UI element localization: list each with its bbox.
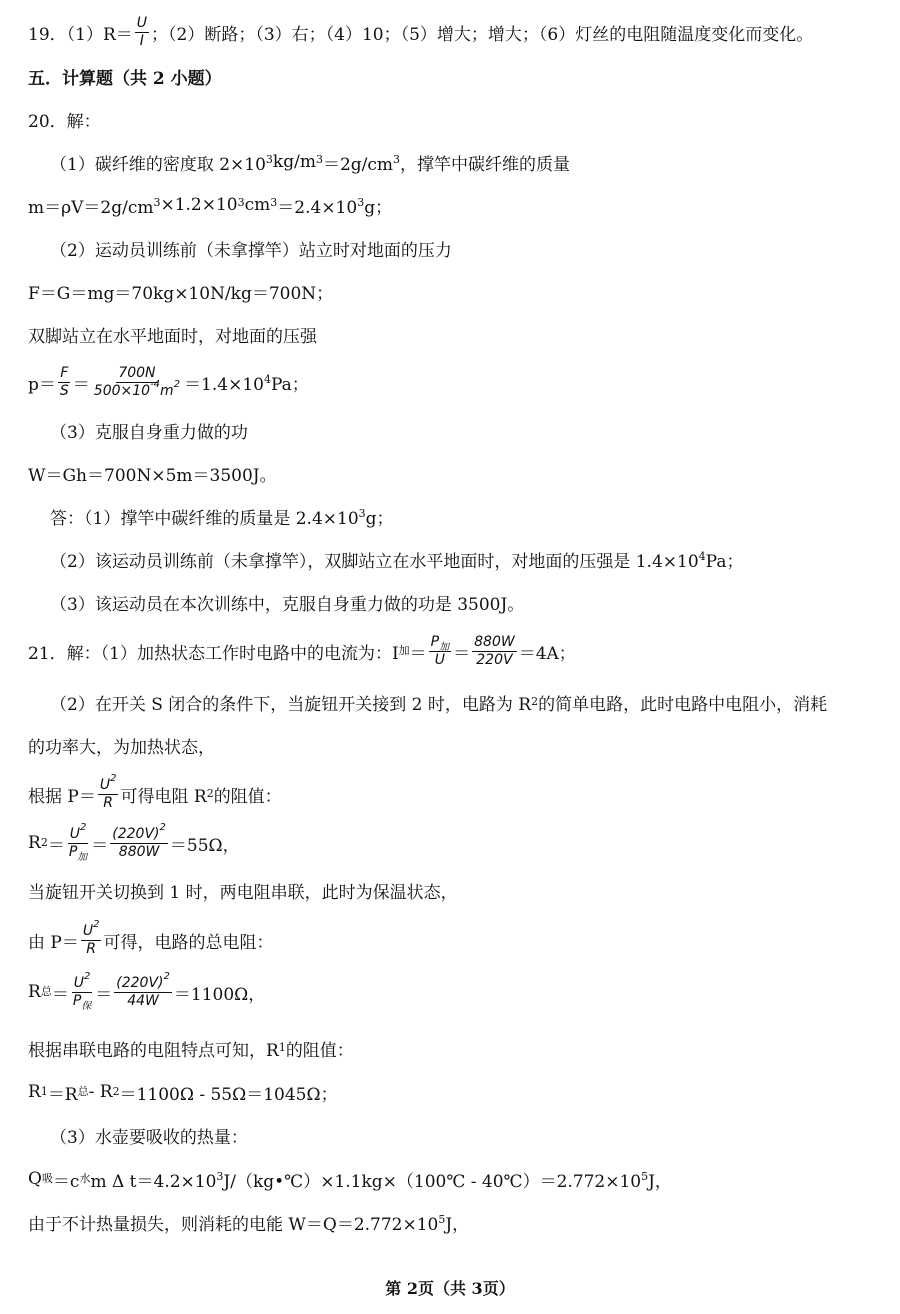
exponent: 2 <box>173 378 181 390</box>
exponent: -4 <box>150 378 161 390</box>
line-t <box>28 918 900 958</box>
line-f: p＝ $\frac{F}{S}$ ＝ $\frac{700N}{500\times 10^{-4}m^2}$ ＝1.4×10 $^4$ Pa； <box>28 364 309 399</box>
text: （1）碳纤维的密度取 2×10 <box>50 154 266 175</box>
text: 由于不计热量损失，则消耗的电能 W＝Q＝2.772×10 <box>28 1214 439 1235</box>
line-q: 根据 P＝ $\frac{U^2}{R}$ 可得电阻 R 2 的阻值： <box>28 772 282 811</box>
text: 的阻值： <box>213 786 282 807</box>
denominator: S <box>59 382 69 399</box>
fraction-u2-over-p <box>71 970 93 1012</box>
line-m: 21．解：（1）加热状态工作时电路中的电流为：I 加 ＝ $\frac{P_加}{U}$ ＝ $\frac{880W}{220V}$ ＝4A； <box>28 633 576 668</box>
exponent: 2 <box>93 918 100 930</box>
fraction-u2-over-r <box>81 918 102 958</box>
text: ＝ <box>91 835 109 856</box>
text: ＝ <box>409 643 427 664</box>
text: 可得，电路的总电阻： <box>103 932 274 953</box>
text: J/（kg•℃）×1.1kg×（100℃ - 40℃）＝2.772×10 <box>223 1171 642 1192</box>
text: J， <box>445 1214 470 1235</box>
page-footer: 第 2页（共 3页） <box>385 1279 515 1298</box>
line-w: R 1 ＝R 总 - R 2 ＝1100Ω - 55Ω＝1045Ω； <box>28 1076 900 1108</box>
text: ＝1100Ω， <box>173 984 266 1005</box>
text: ×1.2×10 <box>160 195 238 215</box>
fraction-current <box>472 634 517 669</box>
den-unit: m <box>160 382 174 399</box>
denominator: 220V <box>476 651 513 668</box>
num-text: (220V) <box>116 974 164 991</box>
subscript: 加 <box>439 641 450 653</box>
fraction-total-value <box>114 970 172 1010</box>
numerator: U <box>136 14 147 31</box>
section-heading: 五．计算题（共 2 小题） <box>28 68 222 89</box>
text: R <box>28 982 41 1002</box>
num-text: P <box>430 633 440 650</box>
line-v: 根据串联电路的电阻特点可知，R 1 的阻值： <box>28 1032 900 1064</box>
line-z: 由于不计热量损失，则消耗的电能 W＝Q＝2.772×10 $^5$ J， <box>28 1206 900 1238</box>
denominator: R <box>86 940 97 957</box>
exponent: 2 <box>83 970 91 982</box>
text: ＝R <box>47 1084 78 1105</box>
text: ，撑竿中碳纤维的质量 <box>400 154 571 175</box>
text: R <box>28 1082 41 1102</box>
numerator <box>98 772 119 795</box>
text: Pa； <box>270 374 309 395</box>
exponent: 2 <box>159 821 166 833</box>
num-text: U <box>69 825 80 842</box>
line-a: （1）碳纤维的密度取 2×10 $^3$ kg/m $^3$ ＝2g/cm $^3$ ，撑竿中碳纤维的质量 <box>50 146 900 178</box>
text: 答：（1）撑竿中碳纤维的质量是 2.4×10 <box>50 508 359 529</box>
fraction-r2-value <box>110 821 168 861</box>
text: 的简单电路，此时电路中电阻小，消耗 <box>538 694 828 715</box>
text: 由 P＝ <box>28 932 79 953</box>
fraction-f-over-s <box>58 365 71 400</box>
text: ＝55Ω， <box>169 835 240 856</box>
den-text: P <box>72 992 82 1009</box>
text: （2）该运动员训练前（未拿撑竿），双脚站立在水平地面时，对地面的压强是 1.4×10 <box>50 551 699 572</box>
text: m Δ t＝4.2×10 <box>90 1171 217 1192</box>
fraction-u2-over-r <box>98 772 119 812</box>
den-text: P <box>68 843 78 860</box>
numerator: 880W <box>474 633 515 650</box>
line-b: m＝ρV＝2g/cm $^3$ ×1.2×10 $^3$ cm $^3$ ＝2.4×10 $^3$ g； <box>28 189 900 221</box>
text: g； <box>365 508 394 529</box>
text: p＝ <box>28 374 56 395</box>
text: ＝ <box>453 643 471 664</box>
numerator <box>81 918 102 941</box>
num-text: U <box>99 776 111 793</box>
line-r: R 2 ＝ $\frac{U^2}{P_加}$ ＝ $\frac{(220V)^2}{880W}$ ＝55Ω， <box>28 821 240 863</box>
line-e: 双脚站立在水平地面时，对地面的压强 <box>28 326 317 347</box>
problem-20-label: 20．解： <box>28 111 101 132</box>
text: 21．解：（1）加热状态工作时电路中的电流为：I <box>28 643 399 664</box>
fraction-p-over-u <box>429 634 451 669</box>
fraction-u2-over-p <box>67 821 89 863</box>
fraction-pressure <box>92 365 182 400</box>
numerator: 700N <box>118 364 156 381</box>
line-u: R 总 ＝ $\frac{U^2}{P_保}$ ＝ $\frac{(220V)^2}{44W}$ ＝1100Ω， <box>28 970 266 1012</box>
text: ＝4A； <box>518 643 576 664</box>
text: ＝1100Ω - 55Ω＝1045Ω； <box>119 1084 338 1105</box>
numerator <box>72 970 93 993</box>
text: J， <box>648 1171 672 1192</box>
text: ＝ <box>95 984 113 1005</box>
text: ＝1.4×10 <box>184 374 264 395</box>
line-h: W＝Gh＝700N×5m＝3500J。 <box>28 465 277 486</box>
line-j: （2）该运动员训练前（未拿撑竿），双脚站立在水平地面时，对地面的压强是 1.4×10 $^4$ Pa； <box>50 543 900 575</box>
denominator <box>67 844 89 861</box>
text: ；（2）断路；（3）右；（4）10；（5）增大；增大；（6）灯丝的电阻随温度变化而变化。 <box>151 24 814 45</box>
line-y: Q 吸 ＝c 水 m Δ t＝4.2×10 $^3$ J/（kg•℃）×1.1kg×（100℃ - 40℃）＝2.772×10 $^5$ J， <box>28 1163 900 1195</box>
denominator: U <box>434 651 446 668</box>
text: ＝2.4×10 <box>277 197 358 218</box>
num-text: U <box>82 922 94 939</box>
denominator: 880W <box>118 843 160 860</box>
text: ＝ <box>47 835 65 856</box>
line-o: 的功率大，为加热状态， <box>28 737 215 758</box>
den-text: 500×10 <box>93 382 151 399</box>
text: ＝ <box>51 984 69 1005</box>
denominator: I <box>139 32 144 49</box>
line-k: （3）该运动员在本次训练中，克服自身重力做的功是 3500J。 <box>50 594 525 615</box>
line-c: （2）运动员训练前（未拿撑竿）站立时对地面的压力 <box>50 240 452 261</box>
denominator: R <box>103 794 114 811</box>
text: （2）在开关 S 闭合的条件下，当旋钮开关接到 2 时，电路为 R <box>50 694 532 715</box>
exponent: 2 <box>110 772 117 784</box>
text: ＝ <box>72 374 90 395</box>
numerator <box>429 634 451 652</box>
subscript: 保 <box>81 1000 92 1012</box>
text: cm <box>244 195 271 215</box>
denominator: 44W <box>127 992 159 1009</box>
line-n: （2）在开关 S 闭合的条件下，当旋钮开关接到 2 时，电路为 R 2 的简单电路，此时电路中电阻小，消耗 <box>50 686 900 718</box>
exponent: 2 <box>79 821 87 833</box>
line-d: F＝G＝mg＝70kg×10N/kg＝700N； <box>28 283 334 304</box>
num-text: U <box>73 974 84 991</box>
text: - R <box>88 1082 113 1102</box>
text: 的阻值： <box>285 1040 354 1061</box>
text: ＝2g/cm <box>322 154 394 175</box>
text: Q <box>28 1169 42 1189</box>
numerator <box>110 821 168 844</box>
text: 可得电阻 R <box>120 786 207 807</box>
num-text: (220V) <box>112 825 160 842</box>
line-i: 答：（1）撑竿中碳纤维的质量是 2.4×10 $^3$ g； <box>50 500 900 532</box>
text: Pa； <box>705 551 744 572</box>
line-s: 当旋钮开关切换到 1 时，两电阻串联，此时为保温状态， <box>28 882 458 903</box>
numerator <box>114 970 172 993</box>
line-x: （3）水壶要吸收的热量： <box>50 1127 248 1148</box>
text: R <box>28 833 41 853</box>
denominator <box>92 378 182 400</box>
text: ＝c <box>52 1171 80 1192</box>
numerator: F <box>60 364 69 381</box>
text: 19．（1）R＝ <box>28 24 133 45</box>
exponent: 2 <box>163 970 170 982</box>
text: m＝ρV＝2g/cm <box>28 197 154 218</box>
answer-19 <box>28 16 900 48</box>
text: 根据串联电路的电阻特点可知，R <box>28 1040 279 1061</box>
subscript: 加 <box>77 851 88 863</box>
text: 根据 P＝ <box>28 786 96 807</box>
denominator <box>71 993 93 1010</box>
text: kg/m <box>272 152 316 172</box>
fraction-u-over-i <box>135 15 149 50</box>
text: g； <box>364 197 393 218</box>
line-g: （3）克服自身重力做的功 <box>50 422 248 443</box>
numerator <box>68 821 89 844</box>
